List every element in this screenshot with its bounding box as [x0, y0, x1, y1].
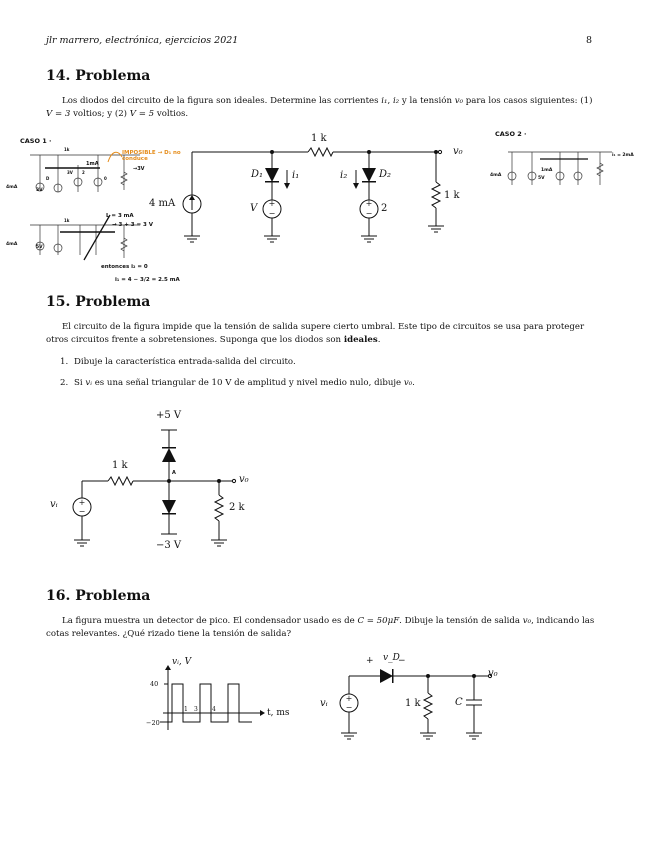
fig14-i2-label: i₂ [340, 170, 348, 181]
note-l3ma: L = 3 mA [106, 213, 134, 219]
fig14-v-label: V [250, 203, 258, 214]
p14-text-b: y la tensión [399, 96, 455, 106]
p15-item-2-c: . [412, 378, 415, 388]
p15-item-2-a: Si [74, 378, 86, 388]
problem-14-heading: 14. Problema [46, 68, 151, 84]
fig15-node-label: A [172, 470, 176, 476]
note-eq2: i₁ = 4 − 3/2 = 2.5 mA [115, 277, 180, 283]
fig15-vplus-label: +5 V [156, 410, 182, 421]
svg-text:−: − [365, 209, 373, 218]
running-header: jlr marrero, electrónica, ejercicios 2021 [46, 35, 239, 46]
p14-text-d: voltios; y (2) [70, 109, 130, 119]
fig15-vminus-label: −3 V [156, 540, 182, 551]
p14-case1: V = 3 [46, 109, 71, 119]
note-small-3v: 3V [67, 170, 73, 175]
note-src-4ma-1: 4mA [6, 185, 18, 190]
note-eq1: → 3 + 3 = 3 V [112, 222, 154, 228]
fig14-d2-label: D₂ [379, 169, 392, 180]
problem-15-heading: 15. Problema [46, 294, 151, 310]
problem-16-heading: 16. Problema [46, 588, 151, 604]
note-small-0: 0 [104, 176, 107, 181]
p14-i1: i₁ [381, 96, 388, 106]
p14-text-c: para los casos siguientes: (1) [463, 96, 593, 106]
svg-text:+: + [345, 694, 353, 703]
p14-case2: V = 5 [129, 109, 155, 119]
p14-text-e: voltios. [154, 109, 189, 119]
svg-text:−: − [78, 507, 86, 516]
fig16-vout-label: v₀ [488, 668, 498, 679]
graph-ylabel: vᵢ, V [172, 657, 192, 667]
graph-t3: 3 [194, 706, 198, 713]
fig15-r2-label: 2 k [229, 502, 245, 513]
note-caso1: CASO 1 · [20, 137, 52, 145]
fig15-vout-label: v₀ [239, 474, 249, 485]
p14-sep: , [387, 96, 393, 106]
note-small-1k-a: 1k [64, 147, 70, 152]
fig15-r1-label: 1 k [112, 460, 128, 471]
svg-text:−: − [345, 703, 353, 712]
fig14-vout-label: v₀ [453, 146, 463, 157]
graph-yhigh: 40 [150, 680, 159, 688]
svg-text:+: + [268, 199, 276, 208]
p14-text-a: Los diodos del circuito de la figura son ideales. Determine las corrientes [62, 96, 382, 106]
graph-t4: 4 [212, 706, 216, 713]
fig14-r-right-label: 1 k [444, 190, 460, 201]
note-caso2: CASO 2 · [495, 130, 527, 138]
fig14-v2-label: 2 [381, 203, 388, 214]
p16-cval: C = 50μF [357, 616, 400, 626]
fig16-vin-label: vᵢ [320, 698, 328, 709]
fig16-plus: + [366, 656, 374, 666]
fig14-source-label: 4 mA [149, 198, 176, 209]
fig16-c-label: C [455, 697, 463, 708]
note-entonces: entonces i₂ = 0 [101, 264, 148, 270]
p15-item-2-b: es una señal triangular de 10 V de amplitud y nivel medio nulo, dibuje [91, 378, 404, 388]
note-v3: 3V [36, 188, 43, 193]
fig14-d1-label: D₁ [251, 169, 264, 180]
note-c2-src: 4mA [490, 173, 502, 178]
fig16-minus: − [398, 656, 406, 666]
svg-text:+: + [78, 498, 86, 507]
p15-text-b: . [377, 335, 381, 345]
p15-item-2-v0: v₀ [403, 378, 413, 388]
p14-v0: v₀ [454, 96, 464, 106]
note-small-1k-b: 1k [64, 218, 70, 223]
fig16-vd-label: v_D [383, 653, 400, 663]
fig15-vin-label: vᵢ [50, 499, 58, 510]
p15-item-2-num: 2. [60, 378, 69, 388]
note-c2-v5: 5V [538, 176, 545, 181]
p15-item-2-vi: vᵢ [85, 378, 92, 388]
svg-text:+: + [365, 199, 373, 208]
p16-text-a: La figura muestra un detector de pico. El condensador usado es de [62, 616, 358, 626]
p15-item-1-text: Dibuje la característica entrada-salida del circuito. [74, 357, 296, 367]
note-sup: →3V [133, 166, 145, 172]
note-imposible: IMPOSIBLE → D₁ no conduce [122, 150, 181, 162]
svg-text:−: − [268, 209, 276, 218]
note-c2-1ma: 1mA [541, 168, 553, 173]
fig14-r-top-label: 1 k [311, 133, 327, 144]
p15-ideal-word: ideales [343, 335, 378, 345]
p15-text-a: El circuito de la figura impide que la tensión de salida supere cierto umbral. Este tipo de circuitos se usa para proteger otros circuitos frente a sobretensiones. Suponga que los diodos son [46, 322, 585, 345]
note-small-2: 2 [82, 170, 85, 175]
page-number: 8 [586, 35, 593, 46]
note-v5: 5V [36, 245, 43, 250]
note-small-d: D [46, 176, 50, 181]
graph-ylow: −20 [146, 719, 160, 727]
p16-text-c: , indicando las cotas relevantes. ¿Qué rizado tiene la tensión de salida? [46, 616, 595, 639]
graph-xlabel: t, ms [267, 708, 290, 718]
note-src-4ma-2: 4mA [6, 242, 18, 247]
graph-t1: 1 [184, 706, 188, 713]
note-1ma: 1mA [86, 161, 99, 167]
fig14-i1-label: i₁ [292, 170, 300, 181]
p16-text-b: . Dibuje la tensión de salida [399, 616, 523, 626]
fig16-r-label: 1 k [405, 698, 421, 709]
p14-i2: i₂ [392, 96, 400, 106]
note-c2-ma: i₁ = 2mA [612, 153, 634, 158]
p16-v0: v₀ [522, 616, 532, 626]
p15-item-1-num: 1. [60, 357, 69, 367]
